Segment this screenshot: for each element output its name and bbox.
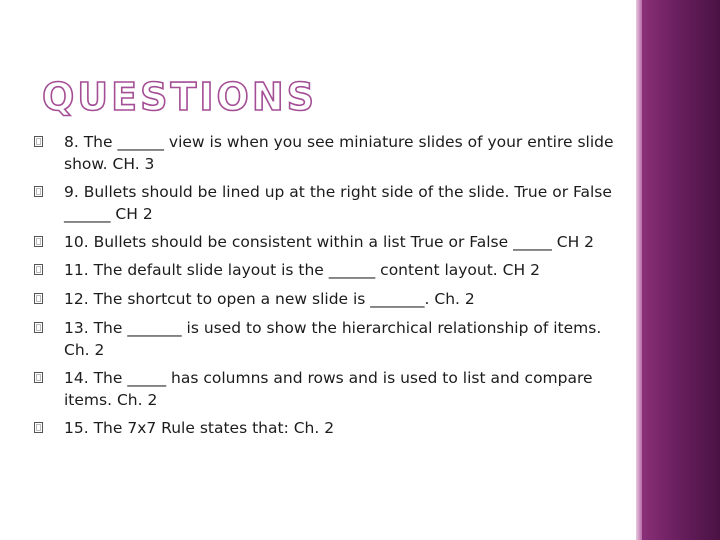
question-text: 12. The shortcut to open a new slide is _______. Ch. 2	[64, 290, 475, 308]
list-item	[34, 288, 614, 310]
question-text: 8. The ______ view is when you see miniature slides of your entire slide show. CH. 3	[64, 133, 614, 173]
list-item	[34, 131, 614, 175]
question-text: 10. Bullets should be consistent within a list True or False _____ CH 2	[64, 233, 595, 251]
box-bullet-icon	[34, 136, 43, 147]
question-list	[34, 131, 614, 446]
box-bullet-icon	[34, 422, 43, 433]
question-text: 14. The _____ has columns and rows and is used to list and compare items. Ch. 2	[64, 369, 593, 409]
question-text: 15. The 7x7 Rule states that: Ch. 2	[64, 419, 335, 437]
box-bullet-icon	[34, 186, 43, 197]
box-bullet-icon	[34, 236, 43, 247]
box-bullet-icon	[34, 372, 43, 383]
list-item	[34, 367, 614, 411]
slide-title	[40, 70, 318, 119]
list-item	[34, 181, 614, 225]
question-text: 9. Bullets should be lined up at the right side of the slide. True or False ______ CH 2	[64, 183, 612, 223]
list-item	[34, 417, 614, 439]
side-band	[642, 0, 720, 540]
box-bullet-icon	[34, 322, 43, 333]
slide-title-text: QUESTIONS	[42, 75, 318, 119]
list-item	[34, 259, 614, 281]
box-bullet-icon	[34, 293, 43, 304]
list-item	[34, 317, 614, 361]
list-item	[34, 231, 614, 253]
box-bullet-icon	[34, 264, 43, 275]
question-text: 13. The _______ is used to show the hierarchical relationship of items. Ch. 2	[64, 319, 602, 359]
question-text: 11. The default slide layout is the ______ content layout. CH 2	[64, 261, 540, 279]
